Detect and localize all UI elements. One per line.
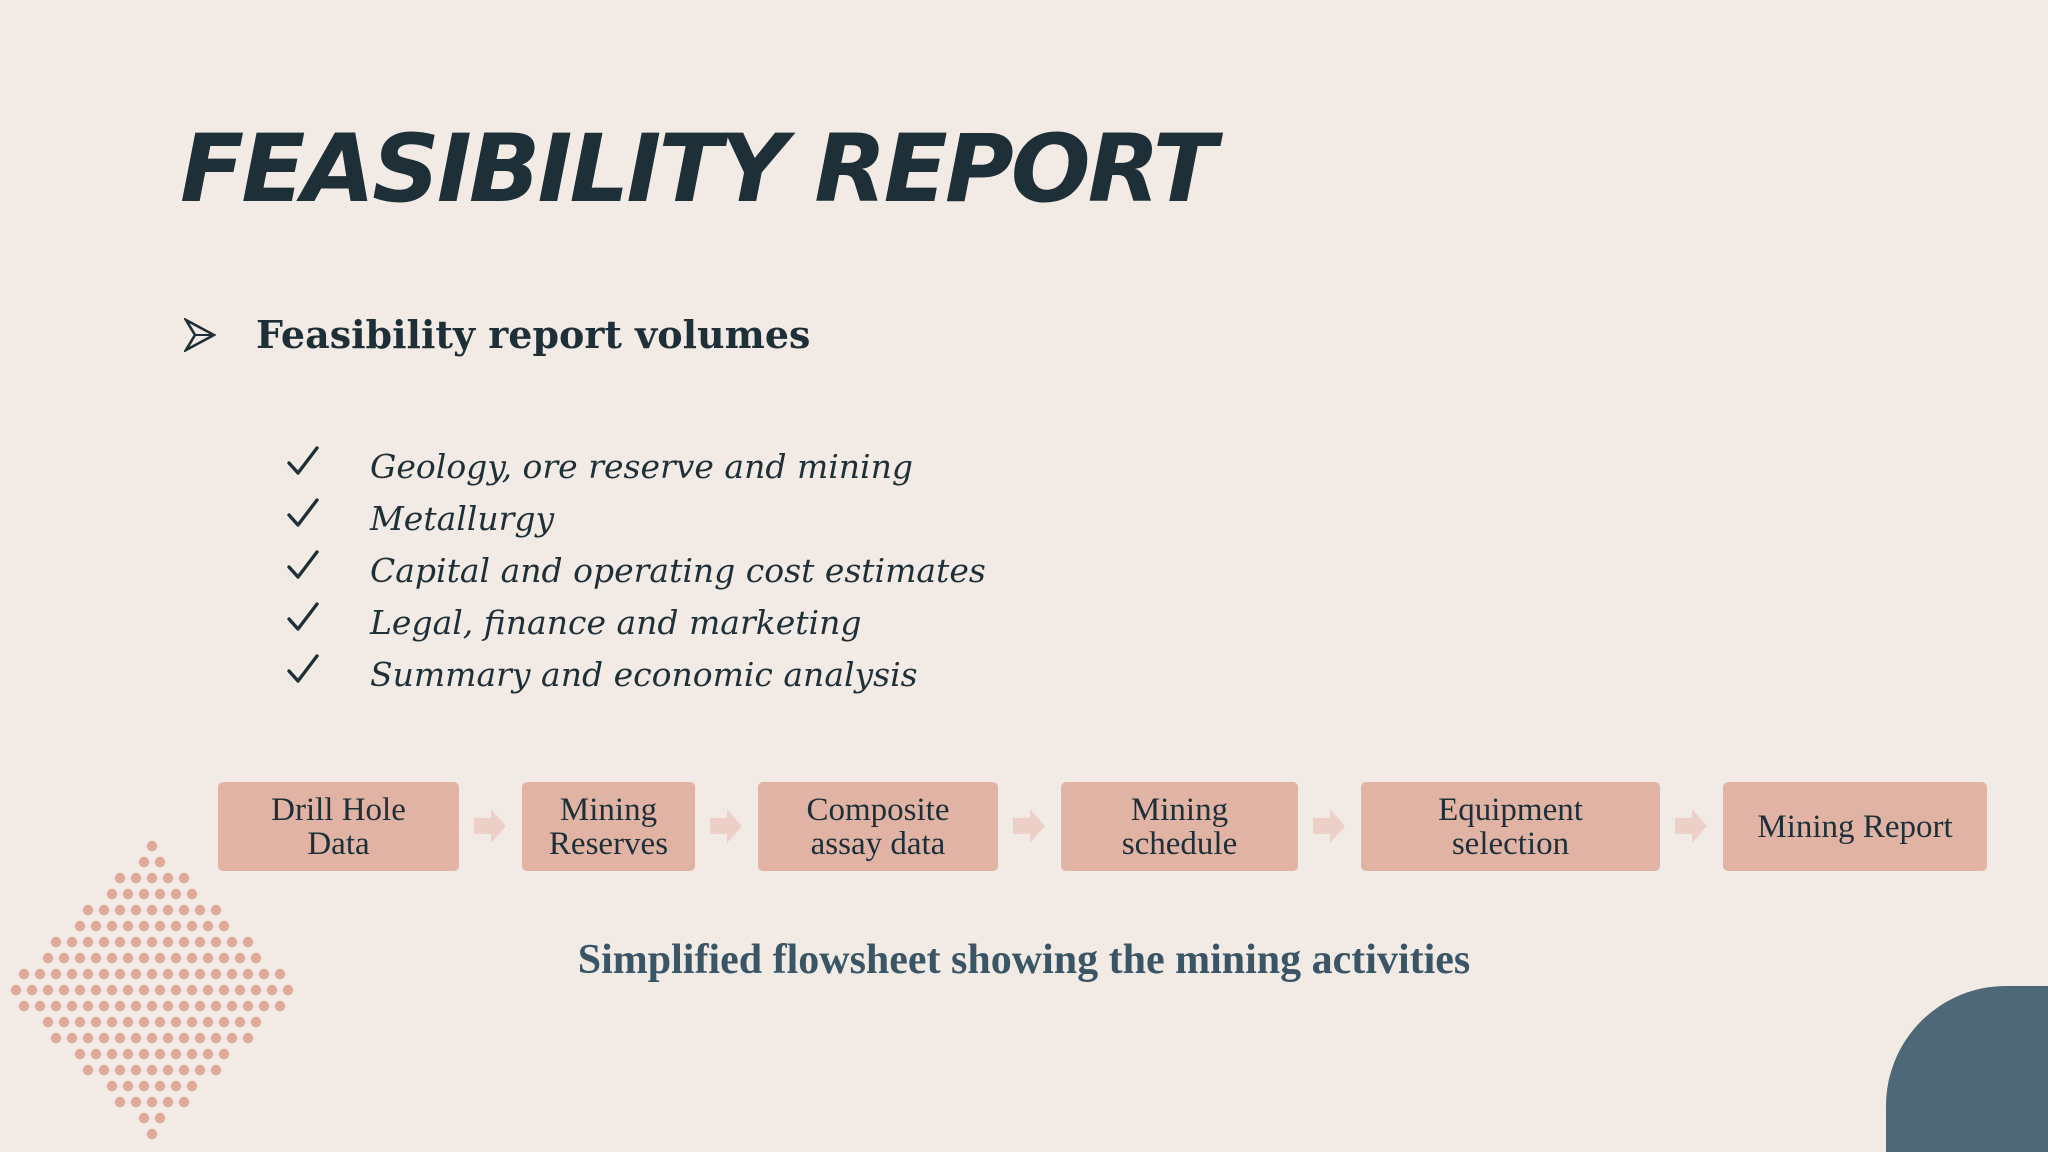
decoration-dot	[123, 1049, 133, 1059]
decoration-dot	[179, 1033, 189, 1043]
decoration-dot	[179, 873, 189, 883]
right-arrow-icon	[1013, 809, 1045, 843]
decoration-dot	[155, 857, 165, 867]
decoration-dot	[219, 1049, 229, 1059]
decoration-dot	[99, 937, 109, 947]
decoration-dot	[147, 937, 157, 947]
decoration-dot	[115, 1033, 125, 1043]
checklist-item	[286, 648, 986, 700]
decoration-dot	[51, 937, 61, 947]
decoration-dot	[91, 1017, 101, 1027]
decoration-dot	[219, 953, 229, 963]
decoration-dot	[179, 905, 189, 915]
decoration-dot	[83, 1065, 93, 1075]
decoration-dot	[131, 1097, 141, 1107]
decoration-dot	[275, 1001, 285, 1011]
decoration-dot	[147, 969, 157, 979]
decoration-dot	[243, 1033, 253, 1043]
decoration-dot	[107, 1017, 117, 1027]
flow-step-composite-assay-data: Composite assay data	[758, 782, 998, 871]
dot-pattern-decoration	[0, 830, 330, 1152]
decoration-dot	[131, 1065, 141, 1075]
decoration-dot	[59, 985, 69, 995]
decoration-dot	[155, 1113, 165, 1123]
decoration-dot	[275, 969, 285, 979]
check-icon	[286, 548, 320, 582]
decoration-dot	[187, 1017, 197, 1027]
decoration-dot	[155, 1081, 165, 1091]
decoration-dot	[203, 921, 213, 931]
decoration-dot	[243, 1001, 253, 1011]
checklist-item	[286, 440, 986, 492]
decoration-dot	[107, 921, 117, 931]
decoration-dot	[147, 1097, 157, 1107]
decoration-dot	[139, 953, 149, 963]
decoration-dot	[131, 1033, 141, 1043]
decoration-dot	[91, 953, 101, 963]
decoration-dot	[203, 985, 213, 995]
decoration-dot	[43, 1017, 53, 1027]
decoration-dot	[219, 1017, 229, 1027]
decoration-dot	[107, 1049, 117, 1059]
decoration-dot	[171, 889, 181, 899]
decoration-dot	[43, 985, 53, 995]
decoration-dot	[187, 1081, 197, 1091]
decoration-dot	[211, 905, 221, 915]
decoration-dot	[123, 1081, 133, 1091]
check-icon	[286, 444, 320, 478]
decoration-dot	[187, 985, 197, 995]
decoration-dot	[75, 985, 85, 995]
decoration-dot	[147, 1129, 157, 1139]
decoration-dot	[147, 1001, 157, 1011]
decoration-dot	[99, 969, 109, 979]
decoration-dot	[115, 1065, 125, 1075]
decoration-dot	[171, 921, 181, 931]
decoration-dot	[115, 937, 125, 947]
decoration-dot	[251, 1017, 261, 1027]
decoration-dot	[131, 937, 141, 947]
flow-step-mining-reserves: Mining Reserves	[522, 782, 695, 871]
decoration-dot	[211, 1065, 221, 1075]
decoration-dot	[59, 1017, 69, 1027]
decoration-dot	[179, 937, 189, 947]
decoration-dot	[147, 1033, 157, 1043]
decoration-dot	[99, 1065, 109, 1075]
checklist	[286, 440, 986, 700]
flow-step-mining-report: Mining Report	[1723, 782, 1987, 871]
decoration-dot	[171, 985, 181, 995]
decoration-dot	[67, 1033, 77, 1043]
decoration-dot	[139, 1049, 149, 1059]
decoration-dot	[155, 889, 165, 899]
decoration-dot	[107, 953, 117, 963]
decoration-dot	[171, 1017, 181, 1027]
decoration-dot	[179, 1001, 189, 1011]
decoration-dot	[75, 953, 85, 963]
decoration-dot	[139, 985, 149, 995]
decoration-dot	[115, 905, 125, 915]
decoration-dot	[227, 1001, 237, 1011]
checklist-item-text: Summary and economic analysis	[370, 654, 918, 694]
right-arrow-icon	[710, 809, 742, 843]
decoration-dot	[195, 905, 205, 915]
decoration-dot	[227, 969, 237, 979]
flow-step-drill-hole-data: Drill Hole Data	[218, 782, 459, 871]
decoration-dot	[51, 1001, 61, 1011]
decoration-dot	[107, 1081, 117, 1091]
decoration-dot	[203, 953, 213, 963]
decoration-dot	[195, 937, 205, 947]
subheading	[184, 312, 810, 357]
decoration-dot	[67, 1001, 77, 1011]
decoration-dot	[99, 1001, 109, 1011]
decoration-dot	[163, 1097, 173, 1107]
decoration-dot	[139, 921, 149, 931]
decoration-dot	[235, 1017, 245, 1027]
decoration-dot	[179, 1065, 189, 1075]
decoration-dot	[139, 1113, 149, 1123]
decoration-dot	[51, 1033, 61, 1043]
decoration-dot	[115, 873, 125, 883]
decoration-dot	[219, 921, 229, 931]
checklist-item-text: Metallurgy	[370, 498, 555, 538]
decoration-dot	[123, 1017, 133, 1027]
decoration-dot	[171, 1081, 181, 1091]
decoration-dot	[171, 1049, 181, 1059]
decoration-dot	[147, 841, 157, 851]
decoration-dot	[155, 1049, 165, 1059]
decoration-dot	[83, 1033, 93, 1043]
decoration-dot	[195, 969, 205, 979]
flowsheet-caption: Simplified flowsheet showing the mining activities	[577, 937, 1471, 983]
decoration-dot	[235, 953, 245, 963]
checklist-item	[286, 544, 986, 596]
decoration-dot	[211, 1033, 221, 1043]
decoration-dot	[123, 985, 133, 995]
decoration-dot	[283, 985, 293, 995]
checklist-item-text: Capital and operating cost estimates	[370, 550, 986, 590]
right-arrow-icon	[474, 809, 506, 843]
decoration-dot	[19, 969, 29, 979]
decoration-dot	[35, 1001, 45, 1011]
decoration-dot	[163, 969, 173, 979]
decoration-dot	[75, 921, 85, 931]
checklist-item-text: Legal, finance and marketing	[370, 602, 862, 642]
check-icon	[286, 652, 320, 686]
decoration-dot	[211, 969, 221, 979]
flow-step-equipment-selection: Equipment selection	[1361, 782, 1660, 871]
decoration-dot	[267, 985, 277, 995]
decoration-dot	[43, 953, 53, 963]
decoration-dot	[259, 969, 269, 979]
decoration-dot	[27, 985, 37, 995]
decoration-dot	[107, 985, 117, 995]
decoration-dot	[155, 921, 165, 931]
decoration-dot	[83, 969, 93, 979]
decoration-dot	[123, 953, 133, 963]
decoration-dot	[131, 873, 141, 883]
decoration-dot	[195, 1001, 205, 1011]
check-icon	[286, 496, 320, 530]
decoration-dot	[11, 985, 21, 995]
decoration-dot	[251, 985, 261, 995]
decoration-dot	[203, 1017, 213, 1027]
decoration-dot	[219, 985, 229, 995]
decoration-dot	[91, 985, 101, 995]
check-icon	[286, 600, 320, 634]
decoration-dot	[211, 1001, 221, 1011]
decoration-dot	[139, 1081, 149, 1091]
decoration-dot	[115, 1001, 125, 1011]
decoration-dot	[107, 889, 117, 899]
decoration-dot	[139, 1017, 149, 1027]
decoration-dot	[123, 921, 133, 931]
decoration-dot	[19, 1001, 29, 1011]
decoration-dot	[163, 1033, 173, 1043]
decoration-dot	[131, 1001, 141, 1011]
decoration-dot	[243, 969, 253, 979]
decoration-dot	[179, 1097, 189, 1107]
slide-title: FEASIBILITY REPORT	[180, 115, 1214, 224]
decoration-dot	[75, 1049, 85, 1059]
decoration-dot	[163, 1065, 173, 1075]
decoration-dot	[163, 1001, 173, 1011]
decoration-dot	[227, 937, 237, 947]
decoration-dot	[147, 1065, 157, 1075]
decoration-dot	[203, 1049, 213, 1059]
decoration-dot	[179, 969, 189, 979]
checklist-item	[286, 596, 986, 648]
checklist-item-text: Geology, ore reserve and mining	[370, 446, 913, 486]
decoration-dot	[91, 1049, 101, 1059]
right-arrow-icon	[1313, 809, 1345, 843]
flow-step-mining-schedule: Mining schedule	[1061, 782, 1298, 871]
decoration-dot	[163, 873, 173, 883]
decoration-dot	[211, 937, 221, 947]
arrowhead-bullet-icon	[184, 318, 216, 352]
decoration-dot	[67, 937, 77, 947]
decoration-dot	[115, 1097, 125, 1107]
decoration-dot	[187, 921, 197, 931]
decoration-dot	[195, 1065, 205, 1075]
decoration-dot	[155, 1017, 165, 1027]
corner-shape-decoration	[1886, 986, 2048, 1152]
right-arrow-icon	[1675, 809, 1707, 843]
decoration-dot	[51, 969, 61, 979]
decoration-dot	[187, 1049, 197, 1059]
decoration-dot	[91, 921, 101, 931]
decoration-dot	[155, 985, 165, 995]
decoration-dot	[83, 1001, 93, 1011]
decoration-dot	[131, 905, 141, 915]
decoration-dot	[123, 889, 133, 899]
decoration-dot	[235, 985, 245, 995]
decoration-dot	[195, 1033, 205, 1043]
subheading-label: Feasibility report volumes	[256, 312, 811, 357]
decoration-dot	[59, 953, 69, 963]
decoration-dot	[155, 953, 165, 963]
decoration-dot	[99, 905, 109, 915]
decoration-dot	[139, 857, 149, 867]
decoration-dot	[259, 1001, 269, 1011]
decoration-dot	[147, 873, 157, 883]
checklist-item	[286, 492, 986, 544]
decoration-dot	[163, 937, 173, 947]
decoration-dot	[75, 1017, 85, 1027]
decoration-dot	[131, 969, 141, 979]
decoration-dot	[35, 969, 45, 979]
decoration-dot	[243, 937, 253, 947]
decoration-dot	[139, 889, 149, 899]
decoration-dot	[67, 969, 77, 979]
decoration-dot	[187, 953, 197, 963]
decoration-dot	[171, 953, 181, 963]
decoration-dot	[83, 937, 93, 947]
decoration-dot	[163, 905, 173, 915]
decoration-dot	[83, 905, 93, 915]
decoration-dot	[251, 953, 261, 963]
decoration-dot	[99, 1033, 109, 1043]
decoration-dot	[187, 889, 197, 899]
decoration-dot	[115, 969, 125, 979]
decoration-dot	[227, 1033, 237, 1043]
decoration-dot	[147, 905, 157, 915]
